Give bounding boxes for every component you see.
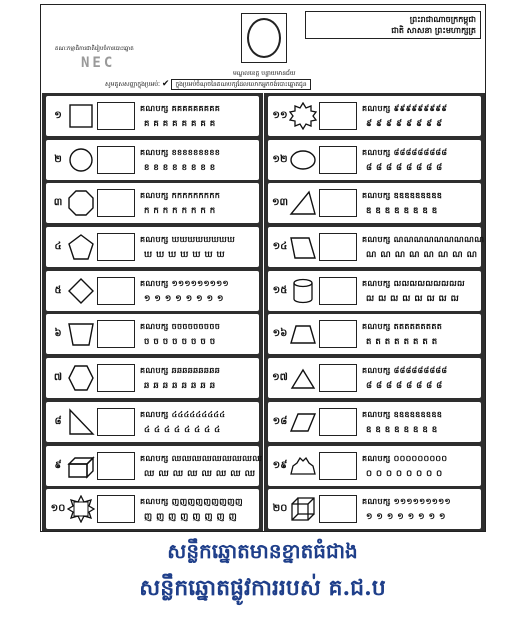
vote-checkbox[interactable] [319, 495, 357, 523]
constituency-line: មណ្ឌលខេត្ត បន្ទាយមានជ័យ [233, 70, 296, 77]
party-row [46, 358, 259, 398]
party-row [46, 489, 259, 529]
party-name: គណបក្ស តតតតតតតតត [362, 322, 443, 332]
triangle-small-logo-icon [289, 364, 317, 392]
right-triangle-logo-icon [67, 408, 95, 436]
party-name: គណបក្ស កកកកកកកកក [140, 191, 221, 201]
party-list-name: ខខខខខខខខ [144, 162, 220, 173]
burst-logo-icon [289, 102, 317, 130]
party-number: ១៩ [272, 459, 288, 471]
right-party-column [264, 93, 485, 531]
vote-checkbox[interactable] [319, 452, 357, 480]
kingdom-motto: ជាតិ សាសនា ព្រះមហាក្សត្រ [391, 26, 476, 35]
party-number: ៦ [54, 328, 62, 340]
party-name: គណបក្ស ០០០០០០០០០ [362, 453, 448, 463]
party-list-name: ឈឈឈឈឈឈឈឈ [144, 468, 260, 479]
instruction-line [105, 79, 311, 90]
party-list-name: ១១១១១១១១ [144, 293, 228, 304]
pentagon-logo-icon [67, 233, 95, 261]
vote-checkbox[interactable] [319, 277, 357, 305]
party-row [46, 446, 263, 486]
party-number: ២០ [272, 503, 288, 515]
party-name: គណបក្ស ៨៨៨៨៨៨៨៨៨ [362, 366, 448, 376]
committee-name: គណៈកម្មាធិការជាតិរៀបចំការបោះឆ្នោត [55, 46, 134, 52]
party-number: ១៤ [272, 241, 288, 253]
party-row [46, 140, 259, 180]
cylinder-logo-icon [289, 277, 317, 305]
party-list-name: ចចចចចចចច [144, 337, 220, 348]
party-name: គណបក្ស ឈឈឈឈឈឈឈឈឈ [140, 453, 263, 463]
kingdom-title: ព្រះរាជាណាចក្រកម្ពុជា [409, 15, 476, 24]
party-row [268, 140, 481, 180]
party-list-name: គគគគគគគគ [144, 119, 220, 129]
party-list-name: ៨៨៨៨៨៨៨៨ [366, 162, 447, 173]
party-list-name: ៨៨៨៨៨៨៨៨ [366, 381, 447, 392]
party-list-name: ឆឆឆឆឆឆឆឆ [144, 381, 220, 392]
party-name: គណបក្ស ចចចចចចចចច [140, 322, 221, 332]
party-number: ៥ [54, 284, 62, 296]
party-number: ២ [54, 153, 62, 165]
party-row [46, 183, 259, 223]
instruction-prefix: សូមគូសសញ្ញាក្នុងប្រអប់ៈ [105, 81, 160, 88]
party-number: ១៣ [271, 197, 289, 209]
party-row [46, 314, 259, 354]
caption-line-2: សន្លឹកឆ្នោតផ្លូវការរបស់ គ.ជ.ប [139, 575, 386, 601]
party-row [268, 227, 485, 267]
vote-checkbox[interactable] [319, 102, 357, 130]
party-list-name: ០០០០០០០០ [366, 468, 447, 479]
party-list-name: ឍឍឍឍឍឍឍឍ [366, 293, 463, 304]
party-name: គណបក្ស ឍឍឍឍឍឍឍឍឍ [362, 278, 465, 288]
party-row [46, 402, 259, 442]
party-list-name: ១១១១១១១១ [366, 512, 450, 523]
vote-checkbox[interactable] [319, 146, 357, 174]
party-row [268, 96, 481, 136]
party-name: គណបក្ស ណណណណណណណណណ [362, 235, 485, 245]
vote-checkbox[interactable] [97, 146, 135, 174]
party-number: ១ [54, 110, 62, 121]
ballot-paper [40, 4, 486, 532]
party-name: គណបក្ស ឆឆឆឆឆឆឆឆឆ [140, 366, 221, 376]
party-list-name: ញញញញញញញញ [144, 512, 241, 523]
party-name: គណបក្ស ខខខខខខខខខ [140, 147, 221, 157]
party-name: គណបក្ស ឃឃឃឃឃឃឃឃ [140, 235, 236, 245]
vote-checkbox[interactable] [319, 189, 357, 217]
party-name: គណបក្ស ១១១១១១១១១ [140, 278, 229, 288]
party-row [268, 446, 481, 486]
star-logo-icon [67, 495, 95, 523]
party-row [268, 402, 481, 442]
party-list-name: ឌឌឌឌឌឌឌឌ [366, 206, 442, 217]
kingdom-motto-box [305, 11, 481, 39]
vote-checkbox[interactable] [97, 233, 135, 261]
party-number: ៧ [53, 372, 63, 384]
party-name: គណបក្ស គគគគគគគគគ [140, 104, 221, 113]
nec-logo: NEC [81, 55, 116, 71]
official-seal [241, 13, 287, 63]
seal-oval-icon [247, 18, 281, 58]
trapezoid-down-logo-icon [67, 320, 95, 348]
vote-checkbox[interactable] [97, 277, 135, 305]
party-name: គណបក្ស ឧឧឧឧឧឧឧឧឧ [362, 409, 443, 419]
party-list-name: តតតតតតតត [366, 337, 442, 348]
diamond-logo-icon [67, 277, 95, 305]
party-number: ៩ [54, 459, 62, 471]
party-number: ៨ [54, 415, 62, 427]
party-name: គណបក្ស ៩៩៩៩៩៩៩៩៩ [362, 104, 448, 113]
party-name: គណបក្ស ៤៤៤៤៤៤៤៤៤ [140, 409, 226, 419]
party-row [46, 227, 259, 267]
vote-checkbox[interactable] [319, 233, 357, 261]
party-name: គណបក្ស ៨៨៨៨៨៨៨៨៨ [362, 147, 448, 157]
cube-logo-icon [289, 495, 317, 523]
party-row [268, 271, 481, 311]
instruction-text: ក្នុងប្រអប់ចំណុចនៃគណបក្សដែលលោកអ្នកចង់បោះឆ្នោតជូន [171, 79, 310, 90]
party-number: ១៥ [272, 284, 288, 296]
tick-mark-icon: ✔ [161, 79, 170, 89]
party-number: ១២ [272, 153, 288, 165]
party-list-name: ៩៩៩៩៩៩៩៩ [366, 119, 447, 129]
party-name: គណបក្ស ១១១១១១១១១ [362, 497, 451, 507]
vote-checkbox[interactable] [97, 408, 135, 436]
party-list-name: កកកកកកកក [144, 206, 220, 217]
party-row [268, 314, 481, 354]
vote-checkbox[interactable] [97, 320, 135, 348]
party-row [46, 96, 259, 136]
trapezoid-up-logo-icon [289, 320, 317, 348]
vote-checkbox[interactable] [97, 364, 135, 392]
vote-checkbox[interactable] [97, 452, 135, 480]
parallelogram-logo-icon [289, 408, 317, 436]
party-row [268, 183, 481, 223]
vote-checkbox[interactable] [97, 189, 135, 217]
vote-checkbox[interactable] [319, 364, 357, 392]
party-row [268, 489, 481, 529]
party-number: ៤ [54, 241, 62, 253]
left-party-column [42, 93, 263, 531]
circle-logo-icon [67, 146, 95, 174]
ellipse-logo-icon [289, 146, 317, 174]
ballot-header [41, 5, 485, 93]
party-row [46, 271, 259, 311]
party-name: គណបក្ស ឌឌឌឌឌឌឌឌឌ [362, 191, 443, 201]
party-name: គណបក្ស ញញញញញញញញញ [140, 497, 243, 507]
party-number: ៣ [53, 197, 63, 209]
caption-line-1: សន្លឹកឆ្នោតមានខ្នាតធំជាង [167, 539, 358, 563]
party-list-name: ឃឃឃឃឃឃឃ [144, 250, 229, 261]
party-list-name: ៤៤៤៤៤៤៤៤ [144, 424, 225, 435]
trapezoid-slant-logo-icon [289, 233, 317, 261]
square-logo-icon [67, 102, 95, 130]
party-list-name: ណណណណណណណណ [366, 250, 482, 261]
octagon-logo-icon [67, 189, 95, 217]
box-logo-icon [67, 452, 95, 480]
party-number: ១៧ [272, 372, 288, 384]
party-number: ១០ [50, 503, 66, 515]
party-row [268, 358, 481, 398]
vote-checkbox[interactable] [319, 320, 357, 348]
vote-checkbox[interactable] [97, 495, 135, 523]
party-number: ១៦ [272, 328, 288, 340]
dome-logo-icon [289, 452, 317, 480]
party-list-name: ឧឧឧឧឧឧឧឧ [366, 424, 442, 435]
vote-checkbox[interactable] [319, 408, 357, 436]
vote-checkbox[interactable] [97, 102, 135, 130]
party-number: ១៨ [272, 415, 288, 427]
party-number: ១១ [272, 110, 288, 121]
triangle-logo-icon [289, 189, 317, 217]
hexagon-logo-icon [67, 364, 95, 392]
